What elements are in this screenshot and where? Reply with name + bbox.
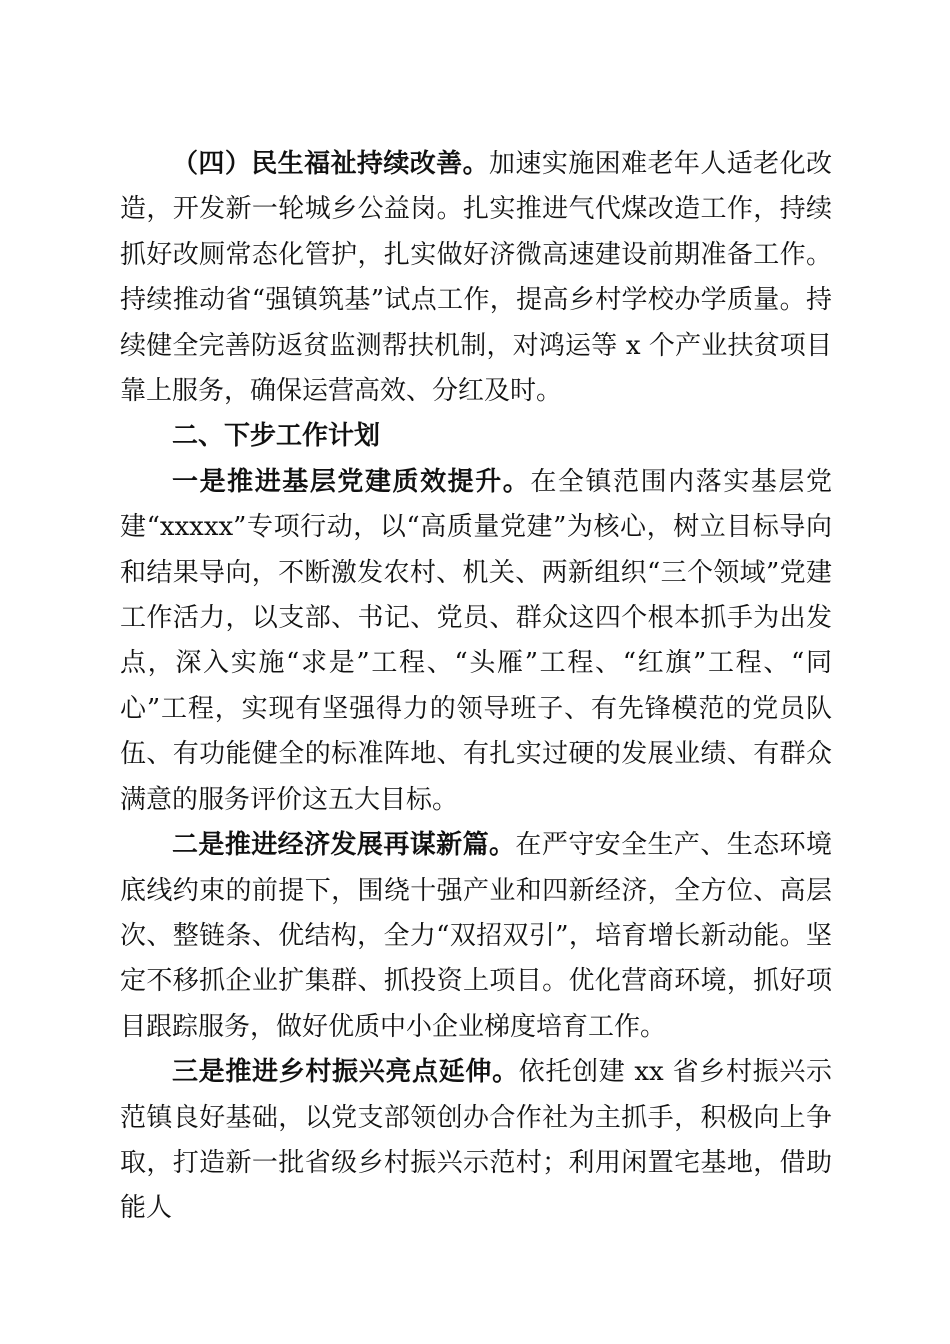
paragraph-lead: 二是推进经济发展再谋新篇。 (172, 830, 516, 861)
paragraph-livelihood (120, 142, 832, 414)
paragraph-text: 在全镇范围内落实基层党建“xxxxx”专项行动，以“高质量党建”为核心，树立目标导向和结果导向，不断激发农村、机关、两新组织“三个领域”党建工作活力，以支部、书记、党员、群众这四个根本抓手为出发点，深入实施“求是”工程、“头雁”工程、“红旗”工程、“同心”工程，实现有坚强得力的领导班子、有先锋模范的党员队伍、有功能健全的标准阵地、有扎实过硬的发展业绩、有群众满意的服务评价这五大目标。 (120, 466, 832, 815)
paragraph-lead: 一是推进基层党建质效提升。 (172, 466, 531, 497)
paragraph-economy (120, 823, 832, 1050)
paragraph-text: 依托创建 xx 省乡村振兴示范镇良好基础，以党支部领创办合作社为主抓手，积极向上争取，打造新一批省级乡村振兴示范村；利用闲置宅基地，借助能人 (120, 1057, 832, 1224)
section-heading: 二、下步工作计划 (172, 421, 381, 452)
paragraph-lead: （四）民生福祉持续改善。 (172, 149, 489, 179)
document-body (120, 142, 832, 1232)
paragraph-text: 加速实施困难老年人适老化改造，开发新一轮城乡公益岗。扎实推进气代煤改造工作，持续抓好改厕常态化管护，扎实做好济微高速建设前期准备工作。持续推动省“强镇筑基”试点工作，提高乡村学校办学质量。持续健全完善防返贫监测帮扶机制，对鸿运等 x 个产业扶贫项目靠上服务，确保运营高效、分红及时。 (120, 149, 832, 407)
paragraph-party-building (120, 460, 832, 823)
paragraph-text: 在严守安全生产、生态环境底线约束的前提下，围绕十强产业和四新经济，全方位、高层次、整链条、优结构，全力“双招双引”，培育增长新动能。坚定不移抓企业扩集群、抓投资上项目。优化营商环境，抓好项目跟踪服务，做好优质中小企业梯度培育工作。 (120, 830, 832, 1042)
paragraph-rural-revitalization (120, 1050, 832, 1232)
paragraph-lead: 三是推进乡村振兴亮点延伸。 (172, 1057, 519, 1088)
